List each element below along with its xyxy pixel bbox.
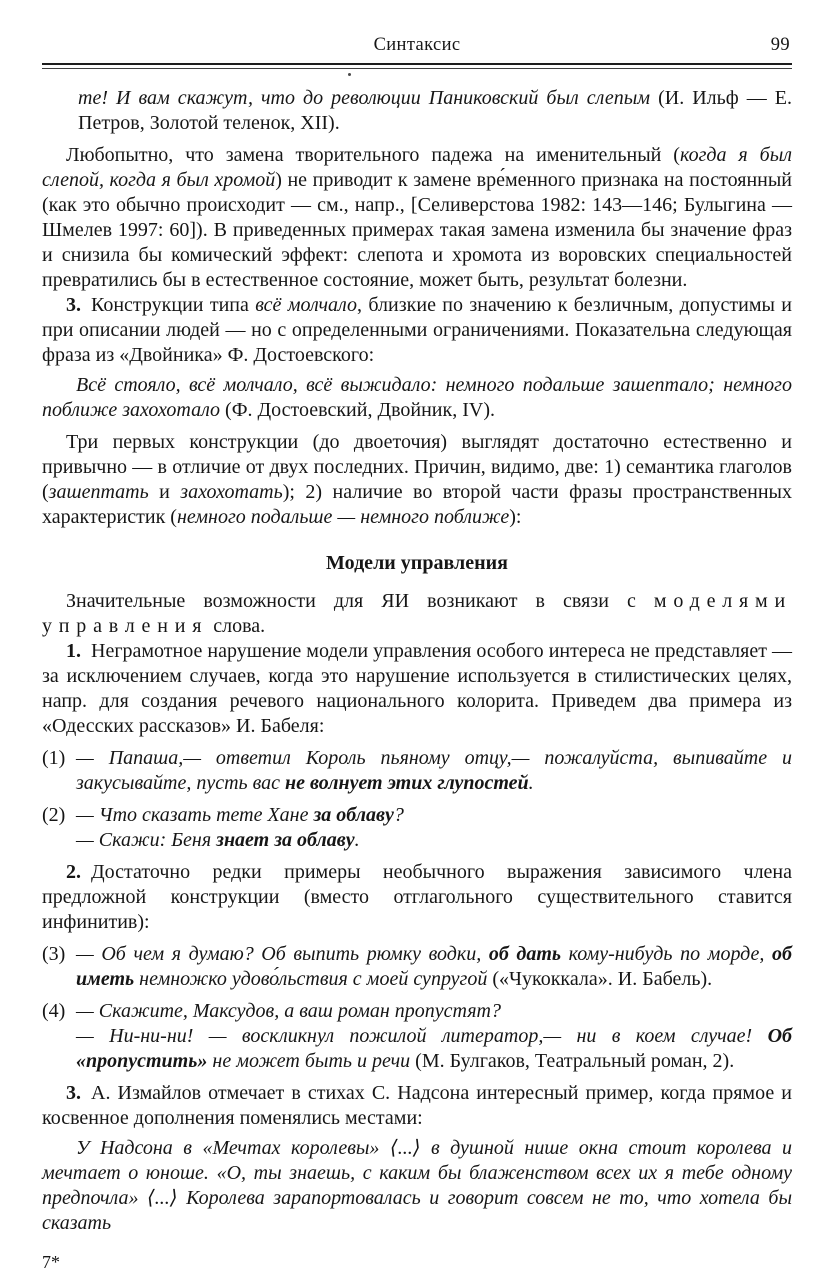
text-run: 3. [66, 294, 81, 316]
text-block [42, 34, 792, 1275]
text-run: — Скажите, Максудов, а ваш роман пропустят? [76, 1000, 501, 1022]
text-run: и [148, 481, 181, 503]
text-run: ) не приводит к замене вре́менного признака на постоянный (как это обычно происходит — см., напр., [Селиверстова 1982: 143—146; Булыгина — Шмелев 1997: 60]). В приведенных примерах такая замена изменила бы значение фраз и снизила бы комический эффект: слепота и хромота из воровских специальностей превратились бы в естественное состояние, может быть, результат болезни. [42, 169, 792, 291]
example-number: (2) [42, 804, 66, 826]
paragraph [42, 293, 792, 368]
quote-block [42, 373, 792, 423]
paragraph [42, 589, 792, 639]
text-run: Всё стояло, всё молчало, всё выжидало: немного подальше зашептало; немного поближе захохотало [42, 374, 792, 421]
example-number: (1) [42, 747, 66, 769]
text-run: А. Измайлов отмечает в стихах С. Надсона интересный пример, когда прямое и косвенное дополнения поменялись местами: [42, 1082, 792, 1129]
text-run: когда я был слепой, когда я был хромой [42, 144, 792, 191]
text-run: захохотать [180, 481, 283, 503]
text-run: («Чукоккала». И. Бабель). [492, 968, 713, 990]
example-line [76, 942, 792, 992]
paragraph [42, 143, 792, 293]
quote-block [42, 1136, 792, 1236]
text-run: У Надсона в «Мечтах королевы» ⟨...⟩ в душной нише окна стоит королева и мечтает о юноше. «О, ты знаешь, с каким бы блаженством всех их я тебе одному предпочла» ⟨...⟩ Королева зарапортовалась и говорит совсем не то, что хотела бы сказать [42, 1137, 792, 1234]
text-run: — Ни-ни-ни! — воскликнул пожилой литератор,— ни в коем случае! [76, 1025, 768, 1047]
text-run: моделями управления [42, 590, 792, 637]
text-run: Три первых конструкции (до двоеточия) выглядят достаточно естественно и привычно — в отличие от двух последних. Причин, видимо, две: 1) семантика глаголов ( [42, 431, 792, 503]
text-run: (И. Ильф — Е. Петров, Золотой теленок, XII). [78, 87, 792, 134]
example-line [76, 803, 792, 828]
text-run: . [528, 772, 534, 794]
text-run: об иметь [76, 943, 792, 990]
text-run: Конструкции типа [81, 294, 256, 316]
text-run: Неграмотное нарушение модели управления особого интереса не представляет — за исключением случаев, когда это нарушение используется в стилистических целях, напр. для создания речевого национального колорита. Приведем два примера из «Одесских рассказов» И. Бабеля: [42, 640, 792, 737]
text-run: 2. [66, 861, 81, 883]
text-run: всё молчало [255, 294, 358, 316]
text-run: — Об чем я думаю? Об выпить рюмку водки, [76, 943, 489, 965]
text-run: об дать [488, 943, 562, 965]
text-run: ? [393, 804, 404, 826]
text-run: не может быть и речи [207, 1050, 416, 1072]
text-run: Модели управления [326, 552, 508, 574]
example-line [76, 746, 792, 796]
text-run: , близкие по значению к безличным, допустимы и при описании людей — но с определенными ограничениями. Показательна следующая фраза из «Двойника» Ф. Достоевского: [42, 294, 792, 366]
text-run: слова. [208, 615, 266, 637]
paragraph [42, 1081, 792, 1131]
example-line [76, 828, 792, 853]
example-line [76, 999, 792, 1024]
print-speck [348, 73, 351, 76]
numbered-example [42, 999, 792, 1074]
text-run: Об «пропустить» [76, 1025, 792, 1072]
section-heading [42, 551, 792, 576]
text-run: зашептать [48, 481, 149, 503]
example-line [76, 1024, 792, 1074]
text-run: не волнует этих глупостей [285, 772, 529, 794]
numbered-example [42, 803, 792, 853]
text-run: кому-нибудь по морде, [561, 943, 773, 965]
page-header [42, 34, 792, 56]
content [42, 86, 792, 1236]
header-rule [42, 63, 792, 69]
text-run: немножко удово́льствия с моей супругой [134, 968, 493, 990]
text-run: (Ф. Достоевский, Двойник, IV). [225, 399, 495, 421]
text-run: 1. [66, 640, 81, 662]
text-run: 3. [66, 1082, 81, 1104]
quote-continuation [78, 86, 792, 136]
paragraph [42, 860, 792, 935]
text-run: ); 2) наличие во второй части фразы пространственных характеристик ( [42, 481, 792, 528]
text-run: — Что сказать тете Хане [76, 804, 314, 826]
paragraph [42, 430, 792, 530]
paragraph [42, 639, 792, 739]
text-run: Значительные возможности для ЯИ возникают в связи с [66, 590, 654, 612]
text-run: ): [509, 506, 522, 528]
text-run: знает за облаву [216, 829, 355, 851]
text-run: — Папаша,— ответил Король пьяному отцу,— пожалуйста, выпивайте и закусывайте, пусть вас [76, 747, 792, 794]
text-run: те! И вам скажут, что до революции Паниковский был слепым [78, 87, 659, 109]
page-number: 99 [770, 35, 790, 55]
text-run: Достаточно редки примеры необычного выражения зависимого члена предложной конструкции (вместо отглагольного существительного ставится инфинитив): [42, 861, 792, 933]
example-number: (3) [42, 943, 66, 965]
text-run: . [354, 829, 360, 851]
example-number: (4) [42, 1000, 66, 1022]
text-run: (М. Булгаков, Театральный роман, 2). [415, 1050, 735, 1072]
signature-mark: 7* [42, 1252, 60, 1272]
text-run: за облаву [313, 804, 394, 826]
text-run: — Скажи: Беня [76, 829, 217, 851]
numbered-example [42, 942, 792, 992]
text-run: Любопытно, что замена творительного падежа на именительный ( [66, 144, 680, 166]
numbered-example [42, 746, 792, 796]
running-title: Синтаксис [373, 35, 461, 55]
text-run: немного подальше — немного поближе [176, 506, 510, 528]
